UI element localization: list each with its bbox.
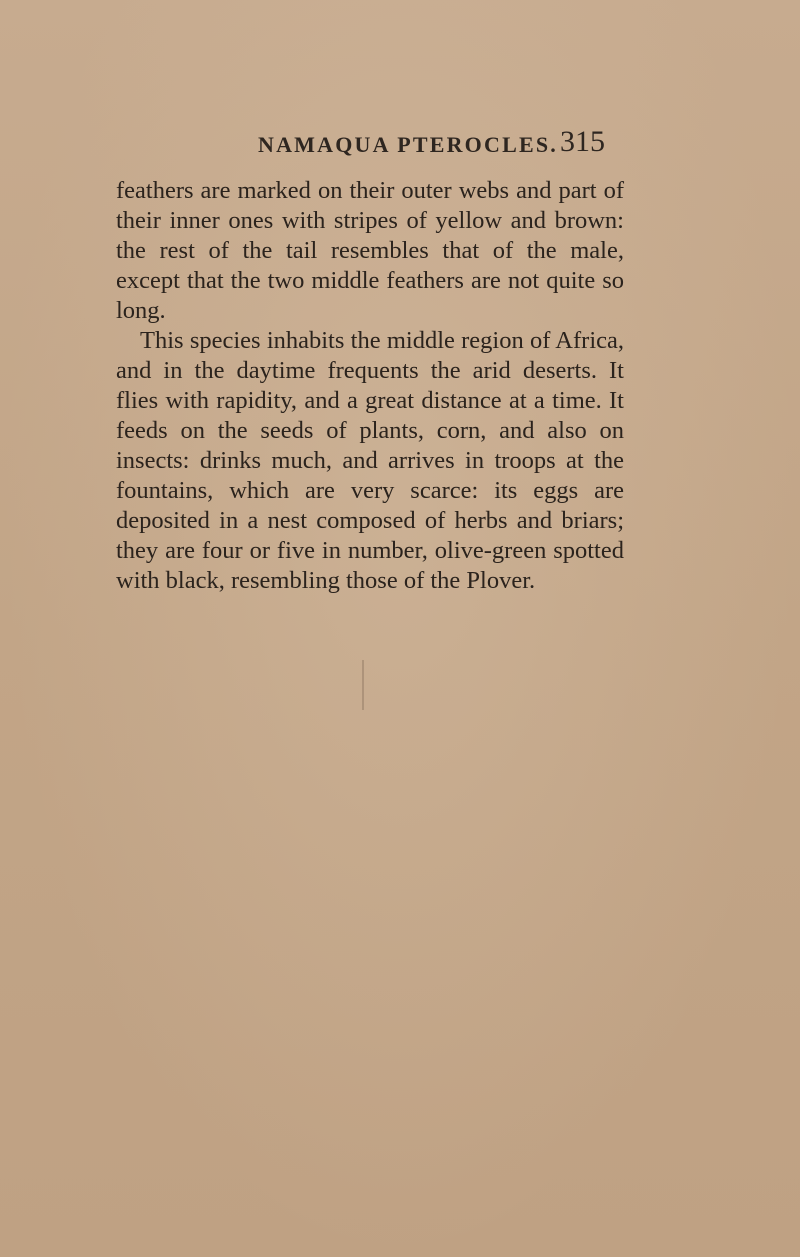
body-text: [116, 176, 624, 596]
page-header: [0, 125, 800, 168]
paper-mark: [362, 660, 364, 710]
paragraph-species-description: This species inhabits the middle region of Africa, and in the daytime frequents the arid deserts. It flies with rapidity, and a great distance at a time. It feeds on the seeds of plants, corn, and also on insects: drinks much, and arrives in troops at the fountains, which are very scarce: its eggs are deposited in a nest composed of herbs and briars; they are four or five in number, olive-green spotted with black, resembling those of the Plover.: [116, 327, 624, 594]
page-number: 315: [560, 125, 605, 158]
paragraph-continuation: feathers are marked on their outer webs and part of their inner ones with stripes of yellow and brown: the rest of the tail resembles that of the male, except that the two middle feathers are not quite so long.: [116, 177, 624, 324]
running-title: NAMAQUA PTEROCLES.: [258, 132, 558, 157]
